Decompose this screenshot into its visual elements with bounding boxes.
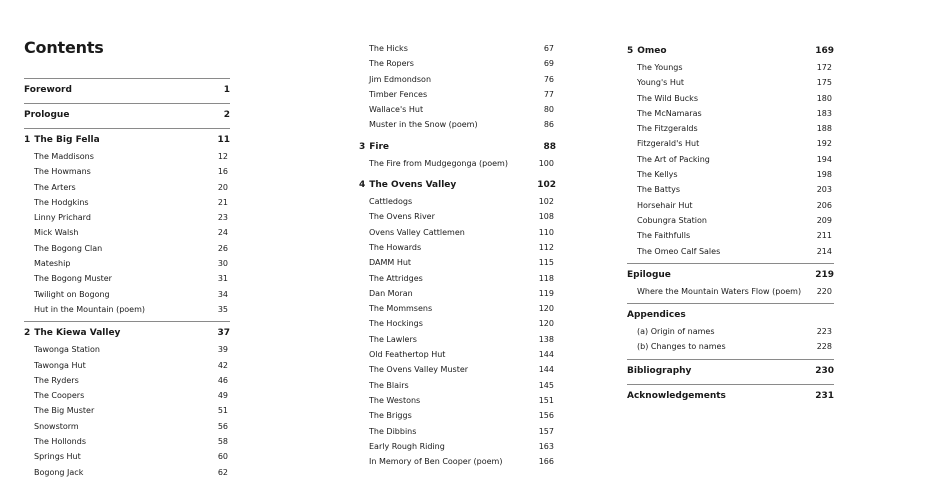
toc-entry[interactable]: [24, 403, 230, 418]
entry-title: Springs Hut: [34, 452, 81, 462]
entry-title: The Blairs: [369, 380, 409, 390]
toc-entry[interactable]: [359, 393, 556, 408]
page-number: 169: [815, 46, 834, 56]
toc-entry[interactable]: [627, 60, 834, 75]
toc-entry[interactable]: [359, 102, 556, 117]
toc-entry[interactable]: [359, 286, 556, 301]
page-number: 102: [537, 180, 556, 191]
page-number: 220: [816, 286, 832, 296]
page-number: 51: [217, 406, 228, 416]
toc-chapter-ovens-valley[interactable]: [359, 176, 556, 194]
page-number: 209: [816, 215, 832, 225]
toc-entry[interactable]: [24, 256, 230, 271]
entry-title: The Bogong Muster: [34, 274, 112, 284]
page-number: 223: [816, 327, 832, 337]
entry-title: The Dibbins: [369, 426, 417, 436]
toc-entry[interactable]: [24, 434, 230, 449]
page-number: 198: [816, 170, 832, 180]
entry-title: The Bogong Clan: [34, 243, 103, 253]
toc-entry[interactable]: [24, 388, 230, 403]
entry-title: The Hodgkins: [34, 197, 89, 207]
entry-title: The Omeo Calf Sales: [637, 246, 721, 256]
page-number: 145: [538, 380, 554, 390]
entry-title: The Attridges: [369, 273, 423, 283]
page-number: 77: [543, 89, 554, 99]
page-number: 1: [223, 85, 230, 95]
page-number: 58: [217, 437, 228, 447]
toc-entry-list: [627, 60, 834, 259]
toc-entry[interactable]: [24, 419, 230, 434]
entry-title: The Maddisons: [34, 152, 94, 161]
toc-entry[interactable]: [24, 373, 230, 388]
entry-title: The Ryders: [34, 375, 79, 385]
page-number: 115: [538, 258, 554, 268]
section-title: Prologue: [24, 110, 70, 120]
toc-entry[interactable]: [24, 302, 230, 317]
toc-entry[interactable]: [627, 339, 834, 354]
toc-entry-list: [359, 194, 556, 469]
toc-entry-list: [24, 342, 230, 480]
entry-title: The Howards: [369, 242, 422, 252]
toc-entry[interactable]: [359, 72, 556, 87]
chapter-number: 2: [24, 328, 31, 339]
entry-title: Timber Fences: [369, 89, 428, 99]
page-number: 23: [217, 213, 228, 223]
toc-section-bibliography[interactable]: [627, 359, 834, 380]
entry-title: Mateship: [34, 259, 71, 269]
page-number: 228: [816, 342, 832, 352]
toc-entry[interactable]: [359, 316, 556, 331]
entry-title: Early Rough Riding: [369, 441, 445, 451]
chapter-title: The Ovens Valley: [369, 180, 457, 191]
entry-title: Linny Prichard: [34, 213, 91, 223]
page-number: 206: [816, 200, 832, 210]
chapter-number: 4: [359, 180, 366, 191]
page-number: 180: [816, 93, 832, 103]
page-number: 80: [543, 105, 554, 115]
toc-entry[interactable]: [24, 241, 230, 256]
toc-entry[interactable]: [627, 75, 834, 90]
entry-title: Bogong Jack: [34, 467, 84, 477]
entry-title: (a) Origin of names: [637, 327, 715, 337]
toc-entry[interactable]: [359, 87, 556, 102]
page-number: 219: [815, 269, 834, 280]
toc-entry[interactable]: [24, 342, 230, 357]
page-number: 26: [217, 243, 228, 253]
entry-title: The Fitzgeralds: [637, 124, 698, 134]
page-number: 120: [538, 304, 554, 314]
toc-section-epilogue[interactable]: [627, 263, 834, 284]
entry-title: Young's Hut: [637, 78, 685, 88]
toc-entry[interactable]: [359, 225, 556, 240]
page-number: 24: [217, 228, 228, 238]
entry-title: The Wild Bucks: [637, 93, 698, 103]
entry-title: The Coopers: [34, 391, 85, 401]
page-number: 35: [217, 304, 228, 314]
entry-title: The Ovens Valley Muster: [369, 365, 469, 375]
chapter-number: 5: [627, 46, 634, 56]
page-number: 156: [538, 411, 554, 421]
toc-entry[interactable]: [359, 301, 556, 316]
section-title: Appendices: [627, 310, 686, 321]
page-number: 144: [538, 365, 554, 375]
entry-title: The Youngs: [637, 63, 683, 72]
page-number: 37: [217, 328, 230, 339]
page-number: 100: [538, 158, 554, 168]
entry-title: Where the Mountain Waters Flow (poem): [637, 286, 802, 296]
toc-entry[interactable]: [359, 454, 556, 469]
toc-entry[interactable]: [24, 210, 230, 225]
toc-entry[interactable]: [627, 91, 834, 106]
section-title: Epilogue: [627, 269, 671, 280]
toc-entry[interactable]: [627, 244, 834, 259]
toc-entry[interactable]: [627, 152, 834, 167]
page-number: 67: [543, 44, 554, 53]
toc-entry[interactable]: [359, 439, 556, 454]
toc-entry[interactable]: [24, 271, 230, 286]
toc-entry[interactable]: [359, 347, 556, 362]
page-number: 88: [543, 141, 556, 152]
toc-chapter-omeo[interactable]: [627, 42, 834, 60]
entry-title: Cobungra Station: [637, 215, 707, 225]
section-title: Acknowledgements: [627, 390, 726, 401]
entry-title: The Mommsens: [369, 304, 433, 314]
page-number: 86: [543, 120, 554, 130]
entry-title: The Lawlers: [369, 334, 417, 344]
entry-title: Old Feathertop Hut: [369, 350, 446, 360]
toc-entry[interactable]: [24, 465, 230, 480]
page-number: 46: [217, 375, 228, 385]
toc-entry[interactable]: [24, 180, 230, 195]
entry-title: The Kellys: [637, 170, 678, 180]
page-number: 120: [538, 319, 554, 329]
page-number: 16: [217, 167, 228, 177]
page-number: 56: [217, 421, 228, 431]
page-number: 151: [538, 395, 554, 405]
chapter-title: Fire: [369, 141, 390, 152]
entry-title: The Hollonds: [34, 437, 86, 447]
page-number: 172: [816, 63, 832, 72]
page-number: 11: [217, 135, 230, 145]
toc-section-appendices[interactable]: [627, 303, 834, 324]
page-number: 30: [217, 259, 228, 269]
toc-entry-list: [359, 156, 556, 171]
toc-entry[interactable]: [359, 332, 556, 347]
page-number: 62: [217, 467, 228, 477]
toc-entry[interactable]: [359, 56, 556, 71]
toc-entry[interactable]: [359, 271, 556, 286]
toc-column-2: [359, 41, 556, 469]
entry-title: The Hicks: [369, 44, 408, 53]
toc-entry-list: [24, 149, 230, 317]
toc-entry[interactable]: [359, 240, 556, 255]
chapter-title: The Big Fella: [34, 135, 100, 145]
chapter-number: 1: [24, 135, 31, 145]
entry-title: (b) Changes to names: [637, 342, 726, 352]
toc-entry[interactable]: [359, 194, 556, 209]
entry-title: The Ovens River: [369, 212, 435, 222]
page-number: 163: [538, 441, 554, 451]
toc-entry[interactable]: [359, 408, 556, 423]
page-number: 108: [538, 212, 554, 222]
page-number: 110: [538, 227, 554, 237]
entry-title: In Memory of Ben Cooper (poem): [369, 457, 503, 467]
page-number: 39: [217, 345, 228, 355]
toc-chapter-fire[interactable]: [359, 138, 556, 156]
page-number: 20: [217, 182, 228, 192]
entry-title: Tawonga Station: [34, 345, 100, 355]
page-number: 175: [816, 78, 832, 88]
entry-title: Muster in the Snow (poem): [369, 120, 478, 130]
toc-entry[interactable]: [627, 324, 834, 339]
toc-section-acknowledgements[interactable]: [627, 384, 834, 405]
page-number: 112: [538, 242, 554, 252]
section-title: Bibliography: [627, 365, 692, 376]
entry-title: Wallace's Hut: [369, 105, 424, 115]
entry-title: Mick Walsh: [34, 228, 79, 238]
entry-title: The Big Muster: [34, 406, 95, 416]
entry-title: Jim Edmondson: [369, 74, 432, 84]
page-number: 31: [217, 274, 228, 284]
toc-entry[interactable]: [359, 117, 556, 132]
toc-entry[interactable]: [627, 167, 834, 182]
toc-column-3: [627, 42, 834, 405]
entry-title: The Westons: [369, 395, 421, 405]
toc-entry[interactable]: [359, 156, 556, 171]
entry-title: The Arters: [34, 182, 76, 192]
toc-entry[interactable]: [359, 209, 556, 224]
page-number: 157: [538, 426, 554, 436]
page-number: 231: [815, 390, 834, 401]
entry-title: Twilight on Bogong: [34, 289, 110, 299]
toc-entry[interactable]: [627, 106, 834, 121]
chapter-title: The Kiewa Valley: [34, 328, 121, 339]
page-number: 119: [538, 288, 554, 298]
page-number: 194: [816, 154, 832, 164]
page-number: 21: [217, 197, 228, 207]
entry-title: DAMM Hut: [369, 258, 412, 268]
page-number: 102: [538, 197, 554, 207]
chapter-title: Omeo: [637, 46, 667, 56]
toc-entry-list: [359, 41, 556, 133]
toc-entry[interactable]: [359, 255, 556, 270]
page-number: 2: [223, 110, 230, 120]
page-number: 42: [217, 360, 228, 370]
entry-title: Hut in the Mountain (poem): [34, 304, 146, 314]
toc-entry[interactable]: [627, 284, 834, 299]
toc-entry[interactable]: [359, 378, 556, 393]
page-number: 166: [538, 457, 554, 467]
page-number: 144: [538, 350, 554, 360]
toc-column-1: [24, 74, 230, 480]
page-number: 192: [816, 139, 832, 149]
entry-title: The Ropers: [369, 59, 414, 69]
page-number: 183: [816, 108, 832, 118]
page-number: 12: [217, 152, 228, 161]
toc-entry[interactable]: [627, 182, 834, 197]
entry-title: Cattledogs: [369, 197, 413, 207]
toc-entry[interactable]: [24, 449, 230, 464]
entry-title: Snowstorm: [34, 421, 79, 431]
toc-entry[interactable]: [24, 195, 230, 210]
toc-entry[interactable]: [359, 362, 556, 377]
entry-title: Tawonga Hut: [34, 360, 86, 370]
page-number: 188: [816, 124, 832, 134]
entry-title: The Briggs: [369, 411, 412, 421]
entry-title: The Art of Packing: [637, 154, 710, 164]
toc-entry[interactable]: [359, 424, 556, 439]
page-number: 60: [217, 452, 228, 462]
page-number: 34: [217, 289, 228, 299]
toc-section-prologue[interactable]: [24, 103, 230, 124]
toc-entry[interactable]: [24, 287, 230, 302]
toc-chapter-kiewa-valley[interactable]: [24, 321, 230, 342]
entry-title: The Faithfulls: [637, 231, 691, 241]
toc-entry[interactable]: [627, 198, 834, 213]
entry-title: The Fire from Mudgegonga (poem): [369, 158, 508, 168]
entry-title: The Battys: [637, 185, 680, 195]
entry-title: Fitzgerald's Hut: [637, 139, 700, 149]
page-number: 214: [816, 246, 832, 256]
page-number: 69: [543, 59, 554, 69]
toc-entry[interactable]: [24, 358, 230, 373]
section-title: Foreword: [24, 85, 72, 95]
page-number: 49: [217, 391, 228, 401]
page-number: 138: [538, 334, 554, 344]
entry-title: The Howmans: [34, 167, 91, 177]
toc-chapter-big-fella[interactable]: [24, 128, 230, 149]
toc-entry-list: [627, 284, 834, 299]
toc-entry[interactable]: [627, 228, 834, 243]
page-number: 118: [538, 273, 554, 283]
page-number: 211: [816, 231, 832, 241]
toc-entry-list: [627, 324, 834, 355]
toc-entry[interactable]: [627, 121, 834, 136]
entry-title: Ovens Valley Cattlemen: [369, 227, 465, 237]
toc-entry[interactable]: [359, 41, 556, 56]
page-number: 230: [815, 365, 834, 376]
entry-title: The McNamaras: [637, 108, 702, 118]
toc-entry[interactable]: [24, 164, 230, 179]
page-number: 76: [543, 74, 554, 84]
entry-title: Horsehair Hut: [637, 200, 693, 210]
toc-entry[interactable]: [627, 136, 834, 151]
toc-entry[interactable]: [24, 225, 230, 240]
page-title: Contents: [24, 38, 104, 57]
entry-title: The Hockings: [369, 319, 423, 329]
toc-entry[interactable]: [627, 213, 834, 228]
entry-title: Dan Moran: [369, 288, 413, 298]
chapter-number: 3: [359, 141, 366, 152]
toc-section-foreword[interactable]: [24, 78, 230, 99]
toc-entry[interactable]: [24, 149, 230, 164]
page-number: 203: [816, 185, 832, 195]
